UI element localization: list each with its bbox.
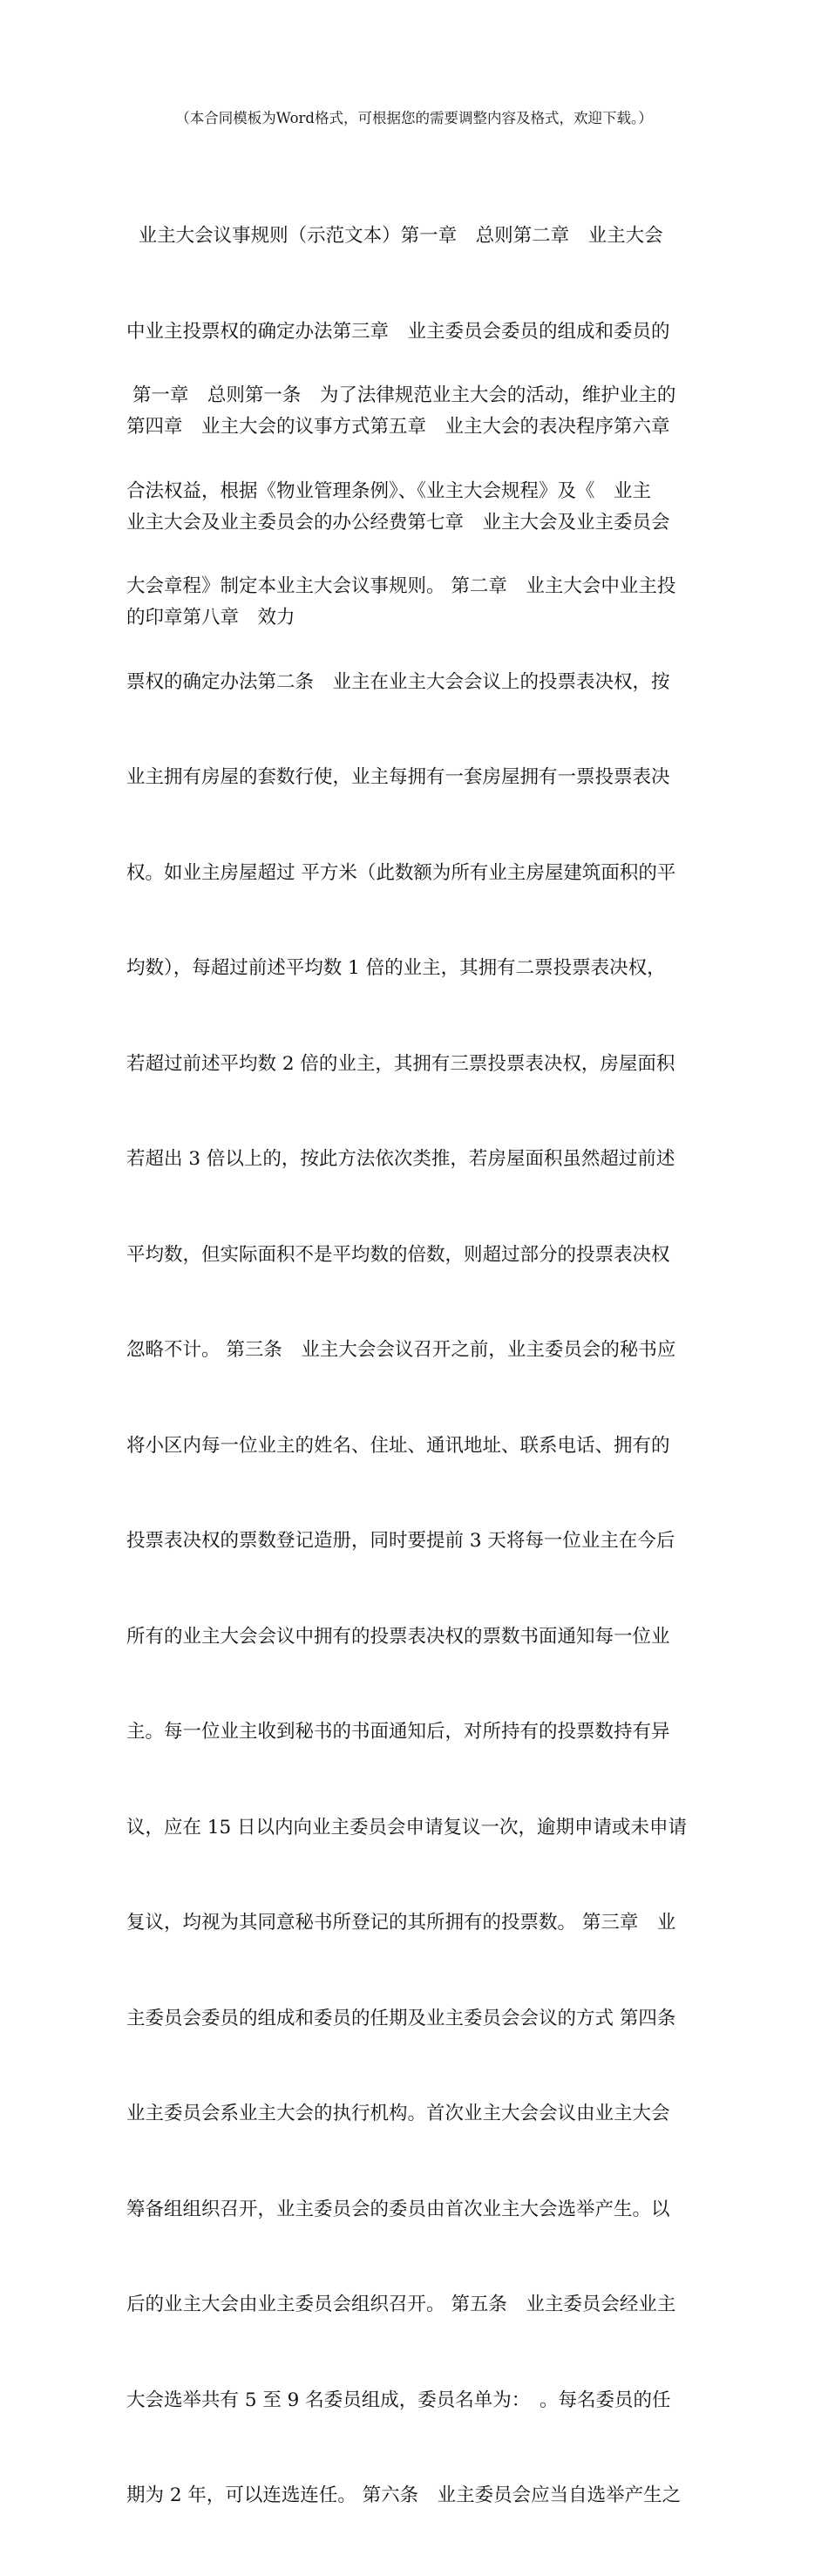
body-line: 业主委员会系业主大会的执行机构。首次业主大会会议由业主大会 <box>126 2103 670 2124</box>
body-line: 若超出 3 倍以上的，按此方法依次类推，若房屋面积虽然超过前述 <box>126 1148 675 1170</box>
toc-line: 第四章 业主大会的议事方式第五章 业主大会的表决程序第六章 <box>126 416 670 438</box>
body-line: 第一章 总则第一条 为了法律规范业主大会的活动，维护业主的 <box>126 384 676 406</box>
body-line: 期为 2 年，可以连选连任。 第六条 业主委员会应当自选举产生之 <box>126 2484 682 2506</box>
body-line: 权。如业主房屋超过 平方米（此数额为所有业主房屋建筑面积的平 <box>126 861 676 884</box>
body-line: 主。每一位业主收到秘书的书面通知后，对所持有的投票数持有异 <box>126 1721 670 1743</box>
body-line: 投票表决权的票数登记造册，同时要提前 3 天将每一位业主在今后 <box>126 1530 675 1552</box>
body-line: 复议，均视为其同意秘书所登记的其所拥有的投票数。 第三章 业 <box>126 1912 676 1934</box>
body-line: 平均数，但实际面积不是平均数的倍数，则超过部分的投票表决权 <box>126 1243 670 1266</box>
body-line: 筹备组组织召开，业主委员会的委员由首次业主大会选举产生。以 <box>126 2198 670 2220</box>
body-line: 合法权益，根据《物业管理条例》、《业主大会规程》及《 业主 <box>126 479 652 502</box>
body-line: 业主拥有房屋的套数行使，业主每拥有一套房屋拥有一票投票表决 <box>126 766 670 788</box>
body-line: 将小区内每一位业主的姓名、住址、通讯地址、联系电话、拥有的 <box>126 1434 670 1457</box>
template-notice: （本合同模板为Word格式，可根据您的需要调整内容及格式，欢迎下载。） <box>175 110 653 126</box>
body-line: 所有的业主大会会议中拥有的投票表决权的票数书面通知每一位业 <box>126 1625 670 1648</box>
body-line: 票权的确定办法第二条 业主在业主大会会议上的投票表决权，按 <box>126 670 670 693</box>
body-line: 大会选举共有 5 至 9 名委员组成，委员名单为： 。每名委员的任 <box>126 2389 671 2411</box>
body-line: 主委员会委员的组成和委员的任期及业主委员会会议的方式 第四条 <box>126 2007 676 2029</box>
toc-line: 的印章第八章 效力 <box>126 607 295 629</box>
body-line: 大会章程》制定本业主大会议事规则。 第二章 业主大会中业主投 <box>126 575 676 597</box>
body-line: 若超过前述平均数 2 倍的业主，其拥有三票投票表决权，房屋面积 <box>126 1052 675 1075</box>
body-line: 忽略不计。 第三条 业主大会会议召开之前，业主委员会的秘书应 <box>126 1339 676 1361</box>
body-line: 议，应在 15 日以内向业主委员会申请复议一次，逾期申请或未申请 <box>126 1816 688 1839</box>
toc-line: 业主大会议事规则（示范文本）第一章 总则第二章 业主大会 <box>126 225 663 247</box>
body-line: 均数），每超过前述平均数 1 倍的业主，其拥有二票投票表决权， <box>126 957 666 979</box>
toc-line: 中业主投票权的确定办法第三章 业主委员会委员的组成和委员的 <box>126 320 670 343</box>
body-line: 后的业主大会由业主委员会组织召开。 第五条 业主委员会经业主 <box>126 2294 676 2315</box>
toc-line: 业主大会及业主委员会的办公经费第七章 业主大会及业主委员会 <box>126 511 670 534</box>
rules-body-text <box>126 316 709 2576</box>
